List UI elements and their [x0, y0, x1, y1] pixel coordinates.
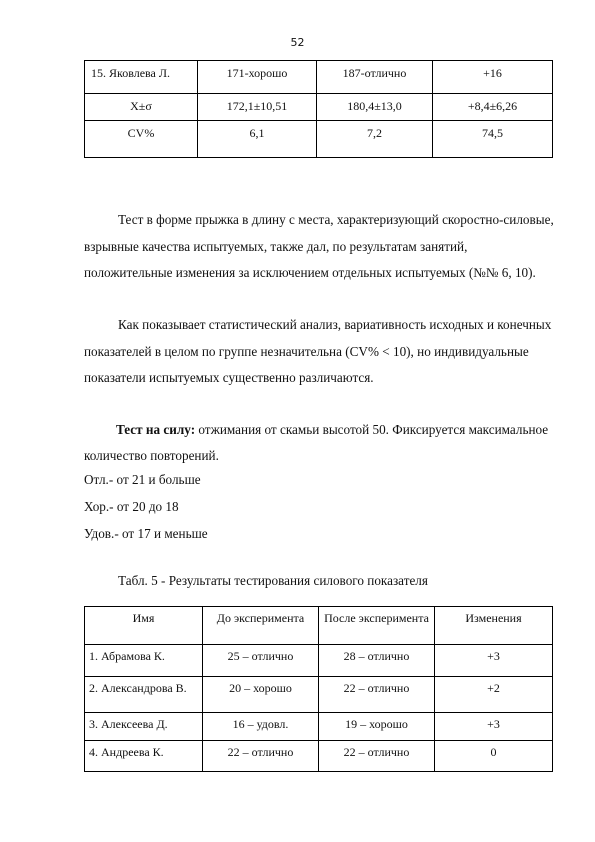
table-cell: 3. Алексеева Д.	[85, 713, 203, 741]
table-cell: +2	[435, 677, 553, 713]
table-row	[85, 713, 553, 741]
header-before: До эксперимента	[203, 607, 319, 645]
grade-excellent: Отл.- от 21 и больше	[84, 472, 201, 487]
table-cell: +3	[435, 645, 553, 677]
table-cell: 22 – отлично	[319, 677, 435, 713]
table-cell: +16	[433, 61, 553, 94]
table-cell: X±σ	[85, 94, 198, 121]
table-cell: 20 – хорошо	[203, 677, 319, 713]
header-after: После эксперимента	[319, 607, 435, 645]
table-header-row	[85, 607, 553, 645]
table-cell: 180,4±13,0	[317, 94, 433, 121]
page-number: 52	[290, 36, 305, 49]
table-cell: 172,1±10,51	[198, 94, 317, 121]
table-cell: 171-хорошо	[198, 61, 317, 94]
table-row	[85, 121, 553, 158]
header-name: Имя	[85, 607, 203, 645]
table-row	[85, 645, 553, 677]
header-changes: Изменения	[435, 607, 553, 645]
table-cell: 6,1	[198, 121, 317, 158]
paragraph-jump-test: Тест в форме прыжка в длину с места, характеризующий скоростно-силовые, взрывные качества испытуемых, также дал, по результатам занятий, положительные изменения за исключением отдельных испытуемых (№№ 6, 10).	[84, 212, 554, 280]
table-cell: 2. Александрова В.	[85, 677, 203, 713]
table-cell: 19 – хорошо	[319, 713, 435, 741]
table-row	[85, 677, 553, 713]
table-cell: +3	[435, 713, 553, 741]
table-row	[85, 61, 553, 94]
table-cell: 4. Андреева К.	[85, 741, 203, 772]
table-cell: 22 – отлично	[319, 741, 435, 772]
paragraph-statistics: Как показывает статистический анализ, вариативность исходных и конечных показателей в целом по группе незначительна (CV% < 10), но индивидуальные показатели испытуемых существенно различаются.	[84, 317, 552, 385]
grade-satisfactory: Удов.- от 17 и меньше	[84, 526, 208, 541]
grade-good: Хор.- от 20 до 18	[84, 499, 179, 514]
strength-test-text: отжимания от скамьи высотой 50. Фиксируется максимальное количество повторений.	[84, 422, 549, 463]
table-cell: 1. Абрамова К.	[85, 645, 203, 677]
table-cell: 187-отлично	[317, 61, 433, 94]
strength-test-label: Тест на силу:	[116, 422, 196, 437]
table-cell: 25 – отлично	[203, 645, 319, 677]
table-cell: 15. Яковлева Л.	[85, 61, 198, 94]
table-cell: 22 – отлично	[203, 741, 319, 772]
strength-results-table	[84, 606, 553, 772]
table-cell: 28 – отлично	[319, 645, 435, 677]
table-caption: Табл. 5 - Результаты тестирования силового показателя	[118, 573, 428, 588]
table-cell: 16 – удовл.	[203, 713, 319, 741]
strength-test-description	[84, 417, 554, 469]
table-cell: 7,2	[317, 121, 433, 158]
table-cell: CV%	[85, 121, 198, 158]
table-cell: +8,4±6,26	[433, 94, 553, 121]
table-cell: 0	[435, 741, 553, 772]
table-cell: 74,5	[433, 121, 553, 158]
statistics-table	[84, 60, 553, 158]
table-row	[85, 741, 553, 772]
table-row	[85, 94, 553, 121]
